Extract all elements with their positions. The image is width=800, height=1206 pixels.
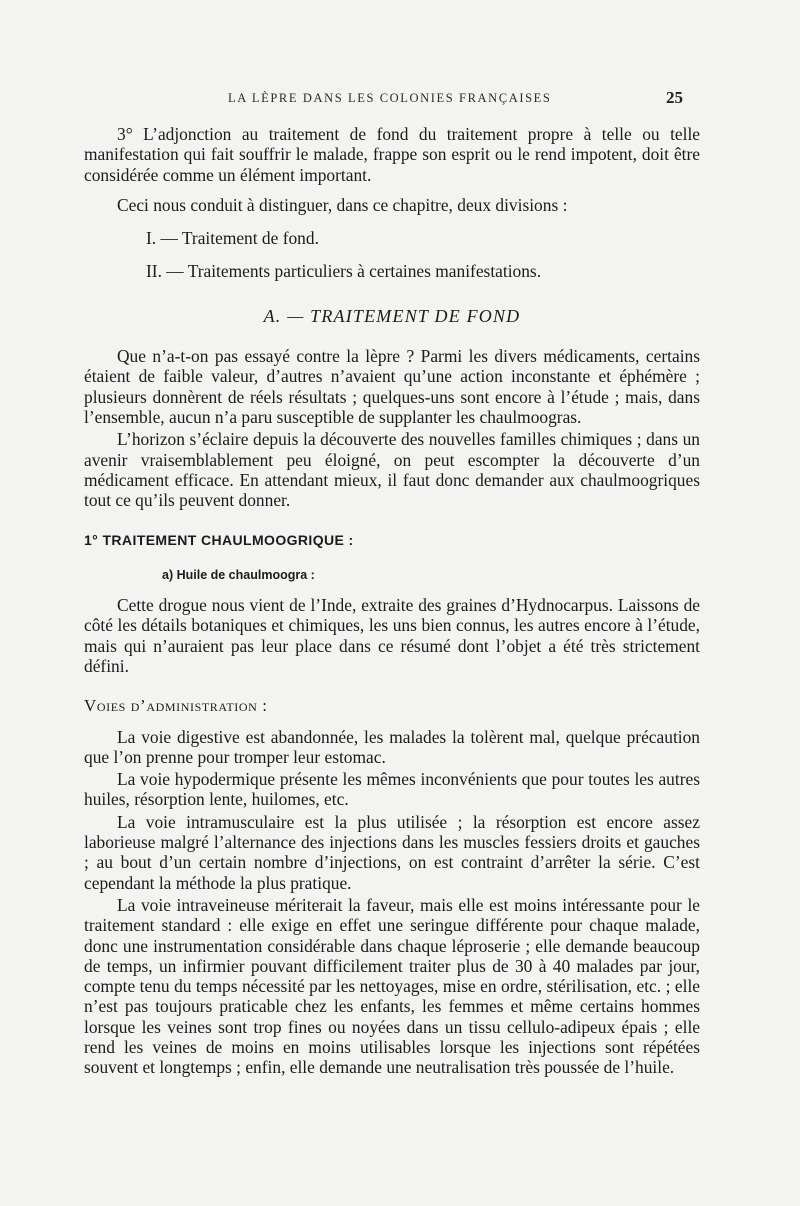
paragraph-divisions-intro: Ceci nous conduit à distinguer, dans ce chapitre, deux divisions : [117, 194, 568, 215]
division-one: I. — Traitement de fond. [146, 228, 319, 249]
paragraph-essais: Que n’a-t-on pas essayé contre la lèpre ? Parmi les divers médicaments, certains étaient de faible valeur, d’autres n’avaient qu’une action inconstante et éphémère ; plusieurs donnèrent de réels résultats ; quelques-uns sont encore à l’étude ; mais, dans l’ensemble, aucun n’a paru susceptible de supplanter les chaulmoogras. [84, 346, 700, 427]
paragraph-voie-intraveineuse: La voie intraveineuse mériterait la faveur, mais elle est moins intéressante pour le traitement standard : elle exige en effet une seringue différente pour chaque malade, donc une instrumentation considérable dans chaque léproserie ; elle demande beaucoup de temps, un infirmier pouvant difficilement traiter plus de 30 à 40 malades par jour, compte tenu du temps nécessité par les nettoyages, mise en ordre, stérilisation, etc. ; elle n’est pas toujours praticable chez les enfants, les femmes et même certains hommes lorsque les veines sont trop fines ou noyées dans un tissu cellulo-adipeux épais ; elle rend les veines de moins en moins utilisables lorsque les injections sont répétées souvent et longtemps ; enfin, elle demande une neutralisation très poussée de l’huile. [84, 894, 700, 1078]
paragraph-voie-hypodermique: La voie hypodermique présente les mêmes inconvénients que pour toutes les autres huiles, résorption lente, huilomes, etc. [84, 769, 700, 810]
paragraph-voie-intramusculaire: La voie intramusculaire est la plus utilisée ; la résorption est encore assez laborieuse malgré l’alternance des injections dans les muscles fessiers droits et gauches ; au bout d’un certain nombre d’injections, on est contraint d’arrêter la série. C’est cependant la méthode la plus pratique. [84, 811, 700, 893]
paragraph-horizon: L’horizon s’éclaire depuis la découverte des nouvelles familles chimiques ; dans un avenir vraisemblablement peu éloigné, on peut escompter la découverte d’un médicament efficace. En attendant mieux, il faut donc demander aux chaulmoogriques tout ce qu’ils peuvent donner. [84, 429, 700, 511]
heading-traitement-chaulmoogrique: 1° TRAITEMENT CHAULMOOGRIQUE : [84, 532, 354, 549]
running-header [0, 88, 800, 112]
running-title: LA LÈPRE DANS LES COLONIES FRANÇAISES [228, 91, 552, 105]
section-title-traitement-de-fond: A. — TRAITEMENT DE FOND [263, 305, 521, 326]
paragraph-adjonction: 3° L’adjonction au traitement de fond du traitement propre à telle ou telle manifestation qui fait souffrir le malade, frappe son esprit ou le rend impotent, doit être considérée comme un élément important. [84, 124, 700, 185]
division-two: II. — Traitements particuliers à certaines manifestations. [146, 261, 542, 282]
subheading-huile-chaulmoogra: a) Huile de chaulmoogra : [162, 567, 315, 582]
heading-voies-administration: Voies d’administration : [84, 696, 268, 716]
body-text [84, 124, 700, 1078]
paragraph-drogue: Cette drogue nous vient de l’Inde, extraite des graines d’Hydnocarpus. Laissons de côté les détails botaniques et chimiques, les uns bien connus, les autres encore à l’étude, mais qui n’auraient pas leur place dans ce résumé dont l’objet a été très strictement défini. [84, 595, 700, 676]
page-number: 25 [666, 88, 683, 107]
paragraph-voie-digestive: La voie digestive est abandonnée, les malades la tolèrent mal, quelque précaution que l’on prenne pour tromper leur estomac. [84, 726, 700, 767]
